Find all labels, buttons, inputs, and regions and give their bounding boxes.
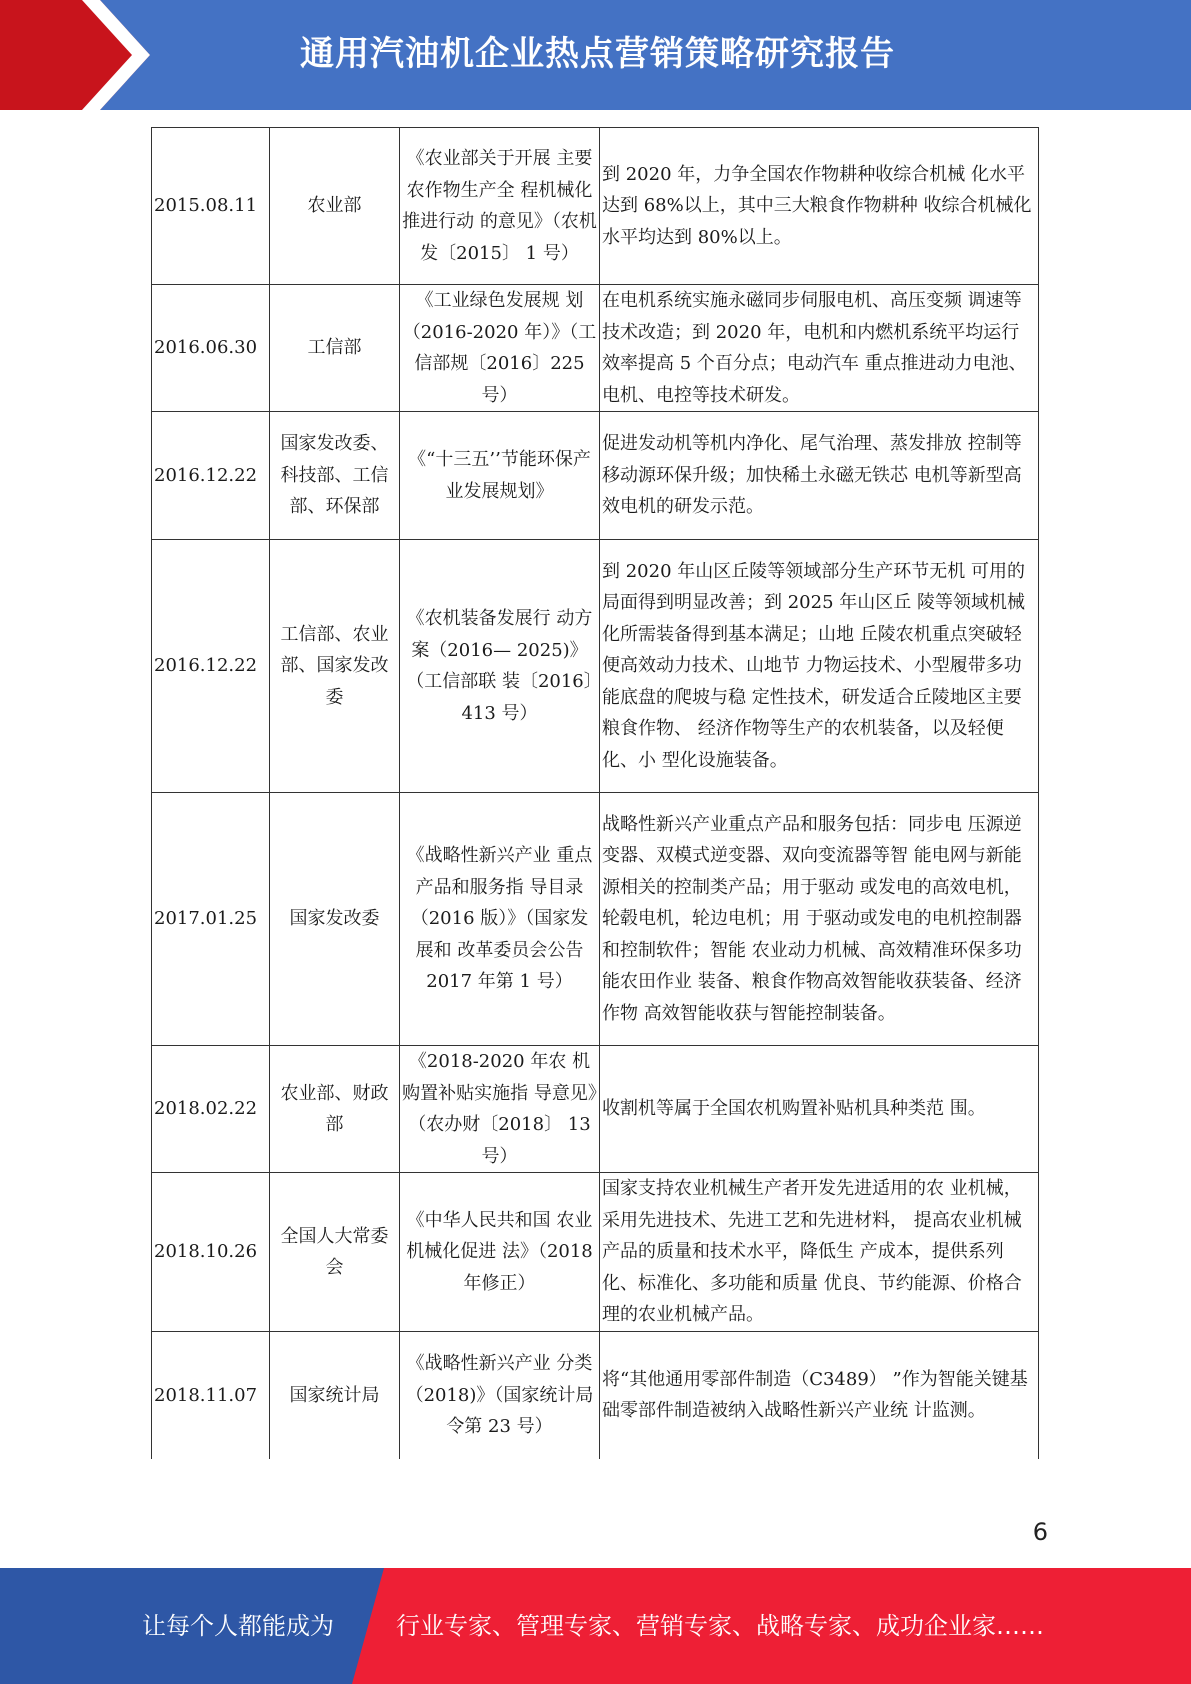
date-cell: 2017.01.25 xyxy=(152,793,270,1046)
date-cell: 2018.02.22 xyxy=(152,1046,270,1173)
date-cell: 2016.12.22 xyxy=(152,412,270,540)
date-cell: 2015.08.11 xyxy=(152,128,270,285)
document-cell: 《农机装备发展行 动方案（2016— 2025)》（工信部联 装〔2016〕413 号） xyxy=(400,540,600,793)
department-cell: 全国人大常委会 xyxy=(270,1173,400,1332)
page-number: 6 xyxy=(1032,1518,1048,1546)
date-cell: 2018.10.26 xyxy=(152,1173,270,1332)
table-row xyxy=(152,412,1039,540)
content-cell: 收割机等属于全国农机购置补贴机具种类范 围。 xyxy=(600,1046,1039,1173)
table-row xyxy=(152,540,1039,793)
table-row xyxy=(152,1046,1039,1173)
document-cell: 《中华人民共和国 农业机械化促进 法》（2018 年修正） xyxy=(400,1173,600,1332)
content-cell: 促进发动机等机内净化、尾气治理、蒸发排放 控制等移动源环保升级；加快稀土永磁无铁芯 电机等新型高效电机的研发示范。 xyxy=(600,412,1039,540)
page-header xyxy=(0,0,1191,110)
content-cell: 到 2020 年，力争全国农作物耕种收综合机械 化水平达到 68%以上，其中三大粮食作物耕种 收综合机械化水平均达到 80%以上。 xyxy=(600,128,1039,285)
footer-slogan-right: 行业专家、管理专家、营销专家、战略专家、成功企业家…… xyxy=(396,1612,1044,1640)
content-cell: 将“其他通用零部件制造（C3489） ”作为智能关键基础零部件制造被纳入战略性新兴产业统 计监测。 xyxy=(600,1332,1039,1459)
date-cell: 2016.12.22 xyxy=(152,540,270,793)
department-cell: 国家发改委、科技部、工信部、环保部 xyxy=(270,412,400,540)
document-cell: 《战略性新兴产业 重点产品和服务指 导目录（2016 版）》（国家发展和 改革委员会公告 2017 年第 1 号） xyxy=(400,793,600,1046)
content-cell: 战略性新兴产业重点产品和服务包括：同步电 压源逆变器、双模式逆变器、双向变流器等智 能电网与新能源相关的控制类产品；用于驱动 或发电的高效电机，轮毂电机，轮边电机；用 于驱动或发电的电机控制器和控制软件；智能 农业动力机械、高效精准环保多功能农田作业 装备、粮食作物高效智能收获装备、经济作物 高效智能收获与智能控制装备。 xyxy=(600,793,1039,1046)
report-title: 通用汽油机企业热点营销策略研究报告 xyxy=(300,34,895,74)
department-cell: 工信部、农业部、国家发改委 xyxy=(270,540,400,793)
table-row xyxy=(152,128,1039,285)
content-cell: 到 2020 年山区丘陵等领域部分生产环节无机 可用的局面得到明显改善；到 2025 年山区丘 陵等领域机械化所需装备得到基本满足；山地 丘陵农机重点突破轻便高效动力技术、山地节 力物运技术、小型履带多功能底盘的爬坡与稳 定性技术，研发适合丘陵地区主要粮食作物、 经济作物等生产的农机装备，以及轻便化、小 型化设施装备。 xyxy=(600,540,1039,793)
content-cell: 在电机系统实施永磁同步伺服电机、高压变频 调速等技术改造；到 2020 年，电机和内燃机系统平均运行效率提高 5 个百分点；电动汽车 重点推进动力电池、电机、电控等技术研发。 xyxy=(600,285,1039,412)
page-footer xyxy=(0,1568,1191,1684)
department-cell: 国家发改委 xyxy=(270,793,400,1046)
footer-slogan-left: 让每个人都能成为 xyxy=(142,1612,334,1640)
table-row xyxy=(152,285,1039,412)
document-cell: 《工业绿色发展规 划（2016-2020 年）》（工信部规〔2016〕225 号） xyxy=(400,285,600,412)
department-cell: 国家统计局 xyxy=(270,1332,400,1459)
department-cell: 工信部 xyxy=(270,285,400,412)
table-row xyxy=(152,1332,1039,1459)
table-row xyxy=(152,1173,1039,1332)
policy-table xyxy=(151,127,1038,1459)
document-cell: 《“十三五’’节能环保产业发展规划》 xyxy=(400,412,600,540)
document-cell: 《农业部关于开展 主要农作物生产全 程机械化推进行动 的意见》（农机发〔2015〕 1 号） xyxy=(400,128,600,285)
table-row xyxy=(152,793,1039,1046)
department-cell: 农业部 xyxy=(270,128,400,285)
document-cell: 《2018-2020 年农 机购置补贴实施指 导意见》（农办财〔2018〕 13 号） xyxy=(400,1046,600,1173)
document-cell: 《战略性新兴产业 分类（2018)》（国家统计局令第 23 号） xyxy=(400,1332,600,1459)
department-cell: 农业部、财政部 xyxy=(270,1046,400,1173)
content-cell: 国家支持农业机械生产者开发先进适用的农 业机械，采用先进技术、先进工艺和先进材料， 提高农业机械产品的质量和技术水平，降低生 产成本，提供系列化、标准化、多功能和质量 优良、节约能源、价格合理的农业机械产品。 xyxy=(600,1173,1039,1332)
date-cell: 2016.06.30 xyxy=(152,285,270,412)
date-cell: 2018.11.07 xyxy=(152,1332,270,1459)
